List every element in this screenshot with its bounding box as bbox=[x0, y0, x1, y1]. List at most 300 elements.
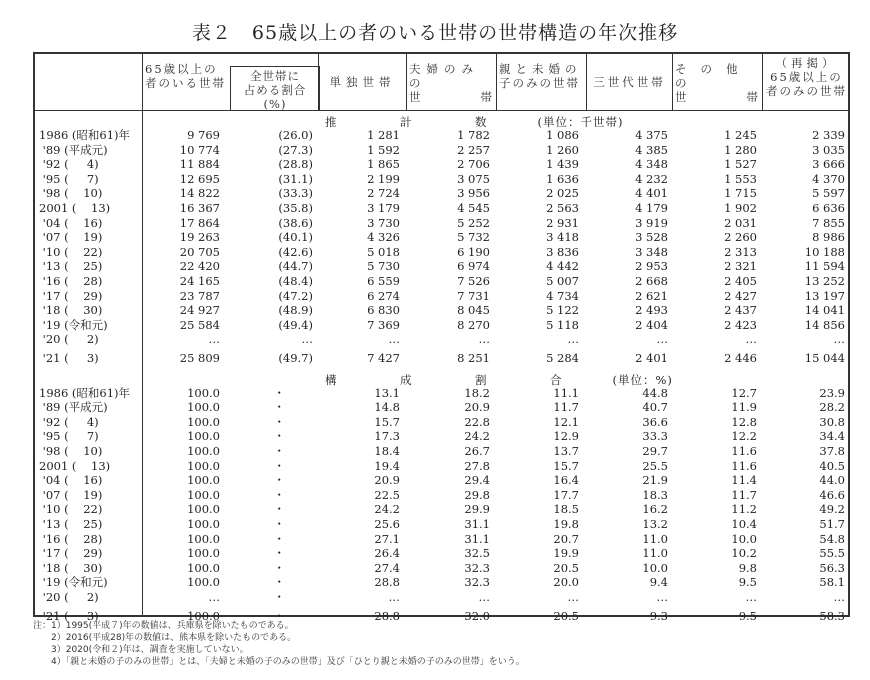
cell-couple: 20.9 bbox=[464, 400, 490, 415]
cell-elderly: 5 597 bbox=[812, 186, 845, 201]
cell-elderly: 30.8 bbox=[819, 414, 845, 429]
cell-other: 1 553 bbox=[724, 171, 757, 186]
cell-parent: 20.5 bbox=[553, 560, 579, 575]
cell-couple: 6 974 bbox=[457, 259, 490, 274]
cell-elderly: 49.2 bbox=[819, 502, 845, 517]
cell-parent: 3 418 bbox=[546, 230, 579, 245]
cell-couple: 22.8 bbox=[464, 414, 490, 429]
cell-three: 3 348 bbox=[635, 244, 668, 259]
cell-parent: 11.7 bbox=[553, 400, 579, 415]
year-label: 2001 ( 13) bbox=[39, 458, 111, 473]
table-row bbox=[35, 318, 850, 332]
cell-other: 1 245 bbox=[724, 128, 757, 142]
year-label: '07 ( 19) bbox=[39, 487, 103, 502]
header-three bbox=[586, 54, 672, 110]
cell-parent: 15.7 bbox=[553, 458, 579, 473]
cell-other: 2 321 bbox=[724, 259, 757, 274]
cell-single: 27.4 bbox=[374, 560, 400, 575]
table-row bbox=[35, 186, 850, 200]
cell-total: 100.0 bbox=[187, 502, 220, 517]
cell-other: 9.8 bbox=[738, 560, 757, 575]
table-row bbox=[35, 532, 850, 546]
cell-single: 6 274 bbox=[367, 288, 400, 303]
year-label: '89 (平成元) bbox=[39, 142, 108, 157]
cell-share: (33.3) bbox=[278, 186, 313, 201]
cell-parent: 19.9 bbox=[553, 546, 579, 561]
cell-couple: 5 732 bbox=[457, 230, 490, 245]
cell-single: 4 326 bbox=[367, 230, 400, 245]
year-label: '04 ( 16) bbox=[39, 215, 103, 230]
cell-couple: 31.1 bbox=[464, 517, 490, 531]
cell-other: 1 902 bbox=[724, 201, 757, 215]
cell-other: 1 280 bbox=[724, 142, 757, 157]
cell-elderly: 40.5 bbox=[819, 458, 845, 473]
cell-share: (48.4) bbox=[278, 274, 313, 288]
table-row bbox=[35, 143, 850, 157]
table-row bbox=[35, 216, 850, 230]
cell-couple: … bbox=[478, 590, 490, 604]
table-row bbox=[35, 575, 850, 589]
cell-share: ・ bbox=[273, 400, 285, 415]
cell-share: ・ bbox=[273, 444, 285, 458]
cell-couple: 32.0 bbox=[464, 608, 490, 623]
note-4: 4）「親と未婚の子のみの世帯」とは、「夫婦と未婚の子のみの世帯」及び「ひとり親と未婚の子のみの世帯」をいう。 bbox=[33, 657, 525, 667]
section-label: 推 計 数 (単位：千世帯) bbox=[325, 115, 624, 129]
table-notes bbox=[33, 620, 525, 668]
cell-share: (49.7) bbox=[278, 351, 313, 365]
cell-elderly: 7 855 bbox=[812, 215, 845, 230]
cell-parent: 11.1 bbox=[553, 385, 579, 400]
cell-other: 9.5 bbox=[738, 575, 757, 590]
table-row bbox=[35, 517, 850, 531]
cell-elderly: 2 339 bbox=[812, 128, 845, 142]
year-label: '92 ( 4) bbox=[39, 414, 99, 429]
cell-other: 2 427 bbox=[724, 288, 757, 303]
header-couple bbox=[406, 54, 496, 110]
year-label: '17 ( 29) bbox=[39, 546, 103, 561]
table-row bbox=[35, 245, 850, 259]
cell-single: 15.7 bbox=[374, 414, 400, 429]
year-label: '19 (令和元) bbox=[39, 575, 108, 590]
header-parent-line2: 子のみの世帯 bbox=[499, 76, 580, 90]
header-other-line2a: 世 bbox=[675, 90, 689, 104]
cell-elderly: 14 856 bbox=[804, 317, 845, 332]
cell-three: 4 232 bbox=[635, 171, 668, 186]
header-total-line1: 65歳以上の bbox=[145, 62, 218, 76]
cell-total: 100.0 bbox=[187, 531, 220, 546]
cell-three: 44.8 bbox=[642, 385, 668, 400]
cell-share: (47.2) bbox=[278, 288, 313, 303]
table-row bbox=[35, 400, 850, 414]
header-elderly-line2: 65歳以上の bbox=[770, 70, 843, 84]
cell-other: 1 527 bbox=[724, 157, 757, 172]
cell-parent: 1 439 bbox=[546, 157, 579, 172]
header-other bbox=[672, 54, 762, 110]
cell-other: … bbox=[745, 332, 757, 347]
header-parent bbox=[496, 54, 586, 110]
cell-couple: 7 731 bbox=[457, 288, 490, 303]
header-elderly-line3: 者のみの世帯 bbox=[766, 84, 847, 98]
household-structure-table bbox=[33, 52, 850, 623]
cell-share: (38.6) bbox=[278, 215, 313, 230]
cell-other: 2 260 bbox=[724, 230, 757, 245]
cell-other: 2 437 bbox=[724, 303, 757, 318]
year-label: '20 ( 2) bbox=[39, 590, 99, 604]
cell-three: 2 401 bbox=[635, 351, 668, 365]
table-header bbox=[35, 54, 848, 111]
cell-single: 7 427 bbox=[367, 351, 400, 365]
header-other-line1: その他の bbox=[675, 62, 752, 90]
cell-couple: 26.7 bbox=[464, 444, 490, 458]
cell-share: (31.1) bbox=[278, 171, 313, 186]
cell-elderly: 11 594 bbox=[804, 259, 845, 274]
cell-share: ・ bbox=[273, 414, 285, 429]
table-title: 表２ 65歳以上の者のいる世帯の世帯構造の年次推移 bbox=[191, 22, 679, 44]
cell-three: 4 401 bbox=[635, 186, 668, 201]
cell-total: 24 927 bbox=[179, 303, 220, 318]
cell-elderly: 14 041 bbox=[804, 303, 845, 318]
cell-three: 33.3 bbox=[642, 429, 668, 444]
table-row bbox=[35, 230, 850, 244]
cell-single: 17.3 bbox=[374, 429, 400, 444]
header-total bbox=[142, 54, 232, 110]
cell-three: 4 179 bbox=[635, 201, 668, 215]
cell-three: 4 375 bbox=[635, 128, 668, 142]
cell-total: 22 420 bbox=[179, 259, 220, 274]
cell-elderly: 56.3 bbox=[819, 560, 845, 575]
cell-parent: 1 260 bbox=[546, 142, 579, 157]
cell-elderly: 58.1 bbox=[819, 575, 845, 590]
cell-total: 100.0 bbox=[187, 444, 220, 458]
year-label: '07 ( 19) bbox=[39, 230, 103, 245]
cell-total: 16 367 bbox=[179, 201, 220, 215]
cell-elderly: … bbox=[833, 332, 845, 347]
cell-share: ・ bbox=[273, 487, 285, 502]
table-row bbox=[35, 459, 850, 473]
cell-three: 21.9 bbox=[642, 473, 668, 488]
cell-other: 12.8 bbox=[731, 414, 757, 429]
cell-share: (42.6) bbox=[278, 244, 313, 259]
cell-total: 24 165 bbox=[179, 274, 220, 288]
cell-three: 36.6 bbox=[642, 414, 668, 429]
cell-single: 6 559 bbox=[367, 274, 400, 288]
cell-total: 100.0 bbox=[187, 385, 220, 400]
cell-parent: 16.4 bbox=[553, 473, 579, 488]
header-elderly bbox=[762, 54, 850, 110]
cell-parent: 18.5 bbox=[553, 502, 579, 517]
cell-share: ・ bbox=[273, 608, 285, 623]
cell-parent: 1 636 bbox=[546, 171, 579, 186]
year-label: '98 ( 10) bbox=[39, 444, 103, 458]
cell-other: … bbox=[745, 590, 757, 604]
year-label: '17 ( 29) bbox=[39, 288, 103, 303]
cell-other: 11.9 bbox=[731, 400, 757, 415]
table-row bbox=[35, 502, 850, 516]
cell-couple: 2 257 bbox=[457, 142, 490, 157]
cell-total: 100.0 bbox=[187, 575, 220, 590]
header-total-line2: 者のいる世帯 bbox=[145, 76, 226, 90]
header-three-label: 三世代世帯 bbox=[593, 75, 666, 89]
cell-single: 24.2 bbox=[374, 502, 400, 517]
cell-share: … bbox=[301, 332, 313, 347]
year-label: '04 ( 16) bbox=[39, 473, 103, 488]
cell-parent: 13.7 bbox=[553, 444, 579, 458]
header-share-line1: 全世帯に bbox=[250, 69, 300, 83]
cell-share: ・ bbox=[273, 429, 285, 444]
cell-single: 3 730 bbox=[367, 215, 400, 230]
cell-total: 17 864 bbox=[179, 215, 220, 230]
cell-parent: 5 284 bbox=[546, 351, 579, 365]
cell-couple: 2 706 bbox=[457, 157, 490, 172]
cell-share: ・ bbox=[273, 458, 285, 473]
table-row bbox=[35, 561, 850, 575]
cell-other: 10.0 bbox=[731, 531, 757, 546]
year-label: '21 ( 3) bbox=[39, 351, 99, 365]
header-couple-line2a: 世 bbox=[409, 90, 423, 104]
cell-share: (26.0) bbox=[278, 128, 313, 142]
cell-single: 18.4 bbox=[374, 444, 400, 458]
header-other-line2 bbox=[675, 90, 760, 104]
cell-parent: 2 563 bbox=[546, 201, 579, 215]
cell-elderly: 15 044 bbox=[804, 351, 845, 365]
cell-couple: 6 190 bbox=[457, 244, 490, 259]
header-share bbox=[230, 66, 320, 110]
cell-three: 10.0 bbox=[642, 560, 668, 575]
cell-total: 10 774 bbox=[179, 142, 220, 157]
cell-parent: 20.5 bbox=[553, 608, 579, 623]
cell-elderly: 23.9 bbox=[819, 385, 845, 400]
cell-elderly: … bbox=[833, 590, 845, 604]
cell-parent: 4 734 bbox=[546, 288, 579, 303]
cell-single: 25.6 bbox=[374, 517, 400, 531]
cell-three: 2 404 bbox=[635, 317, 668, 332]
table-row bbox=[35, 488, 850, 502]
cell-three: 4 348 bbox=[635, 157, 668, 172]
cell-other: 12.2 bbox=[731, 429, 757, 444]
year-label: 1986 (昭和61)年 bbox=[39, 385, 131, 400]
cell-other: 11.2 bbox=[731, 502, 757, 517]
year-label: '89 (平成元) bbox=[39, 400, 108, 415]
cell-three: 9.4 bbox=[649, 575, 668, 590]
cell-elderly: 37.8 bbox=[819, 444, 845, 458]
cell-share: ・ bbox=[273, 385, 285, 400]
table-row bbox=[35, 351, 850, 365]
cell-couple: 8 251 bbox=[457, 351, 490, 365]
cell-elderly: 3 666 bbox=[812, 157, 845, 172]
cell-three: 29.7 bbox=[642, 444, 668, 458]
cell-elderly: 6 636 bbox=[812, 201, 845, 215]
cell-elderly: 8 986 bbox=[812, 230, 845, 245]
cell-other: 10.4 bbox=[731, 517, 757, 531]
cell-single: 22.5 bbox=[374, 487, 400, 502]
year-label: '10 ( 22) bbox=[39, 244, 103, 259]
cell-share: ・ bbox=[273, 517, 285, 531]
cell-three: 40.7 bbox=[642, 400, 668, 415]
cell-total: 100.0 bbox=[187, 608, 220, 623]
cell-three: 2 621 bbox=[635, 288, 668, 303]
cell-parent: 5 118 bbox=[546, 317, 579, 332]
cell-total: 100.0 bbox=[187, 560, 220, 575]
cell-couple: 18.2 bbox=[464, 385, 490, 400]
cell-total: 100.0 bbox=[187, 400, 220, 415]
cell-total: 100.0 bbox=[187, 473, 220, 488]
cell-other: 11.4 bbox=[731, 473, 757, 488]
year-label: '95 ( 7) bbox=[39, 171, 99, 186]
cell-single: 2 199 bbox=[367, 171, 400, 186]
table-row bbox=[35, 386, 850, 400]
cell-couple: 24.2 bbox=[464, 429, 490, 444]
cell-other: 1 715 bbox=[724, 186, 757, 201]
header-single-label: 単独世帯 bbox=[329, 75, 396, 89]
header-couple-line2b: 帯 bbox=[480, 90, 494, 104]
note-1: 注：1）1995(平成７)年の数値は、兵庫県を除いたものである。 bbox=[33, 621, 294, 631]
cell-single: 1 865 bbox=[367, 157, 400, 172]
cell-total: 11 884 bbox=[179, 157, 220, 172]
year-label: 2001 ( 13) bbox=[39, 201, 111, 215]
cell-three: 2 493 bbox=[635, 303, 668, 318]
cell-single: 28.8 bbox=[374, 575, 400, 590]
cell-total: 100.0 bbox=[187, 429, 220, 444]
cell-parent: 20.0 bbox=[553, 575, 579, 590]
cell-parent: … bbox=[567, 590, 579, 604]
cell-share: (35.8) bbox=[278, 201, 313, 215]
cell-total: … bbox=[208, 590, 220, 604]
cell-other: 11.6 bbox=[731, 444, 757, 458]
table-row bbox=[35, 415, 850, 429]
cell-single: 2 724 bbox=[367, 186, 400, 201]
year-label: '16 ( 28) bbox=[39, 274, 103, 288]
header-share-line2: 占める割合 bbox=[243, 83, 307, 97]
cell-other: 2 031 bbox=[724, 215, 757, 230]
table-row bbox=[35, 172, 850, 186]
cell-couple: 31.1 bbox=[464, 531, 490, 546]
cell-share: (28.8) bbox=[278, 157, 313, 172]
cell-parent: 2 025 bbox=[546, 186, 579, 201]
table-row bbox=[35, 274, 850, 288]
cell-couple: 32.3 bbox=[464, 560, 490, 575]
cell-parent: 1 086 bbox=[546, 128, 579, 142]
cell-three: 2 953 bbox=[635, 259, 668, 274]
cell-couple: 32.5 bbox=[464, 546, 490, 561]
cell-other: 2 423 bbox=[724, 317, 757, 332]
cell-couple: 7 526 bbox=[457, 274, 490, 288]
cell-parent: … bbox=[567, 332, 579, 347]
cell-couple: 1 782 bbox=[457, 128, 490, 142]
cell-three: 18.3 bbox=[642, 487, 668, 502]
cell-share: (27.3) bbox=[278, 142, 313, 157]
cell-elderly: 34.4 bbox=[819, 429, 845, 444]
cell-other: 2 313 bbox=[724, 244, 757, 259]
cell-single: 20.9 bbox=[374, 473, 400, 488]
cell-three: 2 668 bbox=[635, 274, 668, 288]
cell-elderly: 10 188 bbox=[804, 244, 845, 259]
cell-parent: 2 931 bbox=[546, 215, 579, 230]
year-label: '95 ( 7) bbox=[39, 429, 99, 444]
table-row bbox=[35, 444, 850, 458]
cell-three: 13.2 bbox=[642, 517, 668, 531]
cell-elderly: 13 252 bbox=[804, 274, 845, 288]
cell-other: 9.5 bbox=[738, 608, 757, 623]
cell-share: (40.1) bbox=[278, 230, 313, 245]
cell-single: 26.4 bbox=[374, 546, 400, 561]
cell-single: … bbox=[388, 590, 400, 604]
year-label: '10 ( 22) bbox=[39, 502, 103, 517]
cell-couple: … bbox=[478, 332, 490, 347]
table-row bbox=[35, 590, 850, 604]
year-label: '21 ( 3) bbox=[39, 608, 99, 623]
cell-single: 1 281 bbox=[367, 128, 400, 142]
header-single bbox=[318, 54, 406, 110]
cell-three: 25.5 bbox=[642, 458, 668, 473]
header-elderly-line1: （再掲） bbox=[775, 56, 838, 70]
cell-total: 19 263 bbox=[179, 230, 220, 245]
cell-share: (48.9) bbox=[278, 303, 313, 318]
cell-three: 9.3 bbox=[649, 608, 668, 623]
cell-total: 25 809 bbox=[179, 351, 220, 365]
cell-three: 11.0 bbox=[642, 531, 668, 546]
header-parent-line1: 親と未婚の bbox=[499, 62, 582, 76]
cell-single: 13.1 bbox=[374, 385, 400, 400]
table-row bbox=[35, 128, 850, 142]
cell-couple: 8 045 bbox=[457, 303, 490, 318]
cell-single: 5 018 bbox=[367, 244, 400, 259]
year-label: '18 ( 30) bbox=[39, 560, 103, 575]
cell-three: 16.2 bbox=[642, 502, 668, 517]
note-3: 3）2020(令和２)年は、調査を実施していない。 bbox=[33, 645, 249, 655]
cell-total: 100.0 bbox=[187, 458, 220, 473]
header-couple-line2 bbox=[409, 90, 494, 104]
year-label: '13 ( 25) bbox=[39, 517, 103, 531]
cell-three: 3 528 bbox=[635, 230, 668, 245]
cell-couple: 32.3 bbox=[464, 575, 490, 590]
cell-couple: 8 270 bbox=[457, 317, 490, 332]
year-label: '19 (令和元) bbox=[39, 317, 108, 332]
cell-elderly: 51.7 bbox=[819, 517, 845, 531]
cell-other: 10.2 bbox=[731, 546, 757, 561]
cell-parent: 5 007 bbox=[546, 274, 579, 288]
section-label: 構 成 割 合 (単位：%) bbox=[325, 372, 673, 387]
note-2: 2）2016(平成28)年の数値は、熊本県を除いたものである。 bbox=[33, 633, 297, 643]
cell-parent: 12.1 bbox=[553, 414, 579, 429]
cell-couple: 4 545 bbox=[457, 201, 490, 215]
cell-three: 3 919 bbox=[635, 215, 668, 230]
cell-elderly: 4 370 bbox=[812, 171, 845, 186]
cell-total: 20 705 bbox=[179, 244, 220, 259]
cell-share: ・ bbox=[273, 575, 285, 590]
cell-other: 2 405 bbox=[724, 274, 757, 288]
cell-total: 25 584 bbox=[179, 317, 220, 332]
cell-total: 9 769 bbox=[187, 128, 220, 142]
cell-total: … bbox=[208, 332, 220, 347]
cell-three: … bbox=[656, 332, 668, 347]
cell-couple: 29.4 bbox=[464, 473, 490, 488]
cell-parent: 19.8 bbox=[553, 517, 579, 531]
header-other-line2b: 帯 bbox=[746, 90, 760, 104]
cell-single: 5 730 bbox=[367, 259, 400, 274]
year-label: '20 ( 2) bbox=[39, 332, 99, 347]
year-label: 1986 (昭和61)年 bbox=[39, 128, 131, 142]
cell-elderly: 44.0 bbox=[819, 473, 845, 488]
cell-couple: 5 252 bbox=[457, 215, 490, 230]
cell-total: 100.0 bbox=[187, 414, 220, 429]
cell-parent: 20.7 bbox=[553, 531, 579, 546]
header-couple-line1: 夫婦のみの bbox=[409, 62, 479, 90]
cell-elderly: 3 035 bbox=[812, 142, 845, 157]
cell-total: 100.0 bbox=[187, 487, 220, 502]
table-row bbox=[35, 546, 850, 560]
year-label: '92 ( 4) bbox=[39, 157, 99, 172]
cell-parent: 17.7 bbox=[553, 487, 579, 502]
